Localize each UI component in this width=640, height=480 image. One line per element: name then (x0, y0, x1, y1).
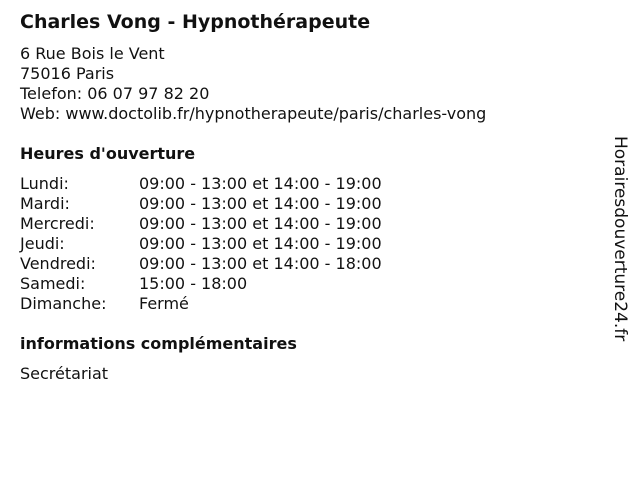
day-label: Jeudi: (20, 234, 65, 253)
address-block (20, 44, 486, 124)
additional-info-text: Secrétariat (20, 364, 109, 383)
time-range: 09:00 - 13:00 et 14:00 - 19:00 (139, 174, 382, 193)
page-title: Charles Vong - Hypnothérapeute (20, 11, 371, 33)
day-label: Mercredi: (20, 214, 95, 233)
website: Web: www.doctolib.fr/hypnotherapeute/paris/charles-vong (20, 104, 487, 123)
phone-number: Telefon: 06 07 97 82 20 (20, 84, 210, 103)
time-range: 09:00 - 13:00 et 14:00 - 19:00 (139, 214, 382, 233)
time-range: 09:00 - 13:00 et 14:00 - 19:00 (139, 194, 382, 213)
opening-hours-heading: Heures d'ouverture (20, 144, 196, 163)
watermark-text: Horairesdouverture24.fr (610, 136, 630, 342)
day-label: Samedi: (20, 274, 86, 293)
day-label: Lundi: (20, 174, 69, 193)
address-city: 75016 Paris (20, 64, 115, 83)
additional-info-heading: informations complémentaires (20, 334, 297, 353)
watermark (612, 136, 632, 346)
day-label: Dimanche: (20, 294, 107, 313)
time-range: 09:00 - 13:00 et 14:00 - 19:00 (139, 234, 382, 253)
day-label: Vendredi: (20, 254, 96, 273)
day-label: Mardi: (20, 194, 70, 213)
time-range: 09:00 - 13:00 et 14:00 - 18:00 (139, 254, 382, 273)
time-range: Fermé (139, 294, 189, 313)
time-range: 15:00 - 18:00 (139, 274, 248, 293)
address-street: 6 Rue Bois le Vent (20, 44, 165, 63)
